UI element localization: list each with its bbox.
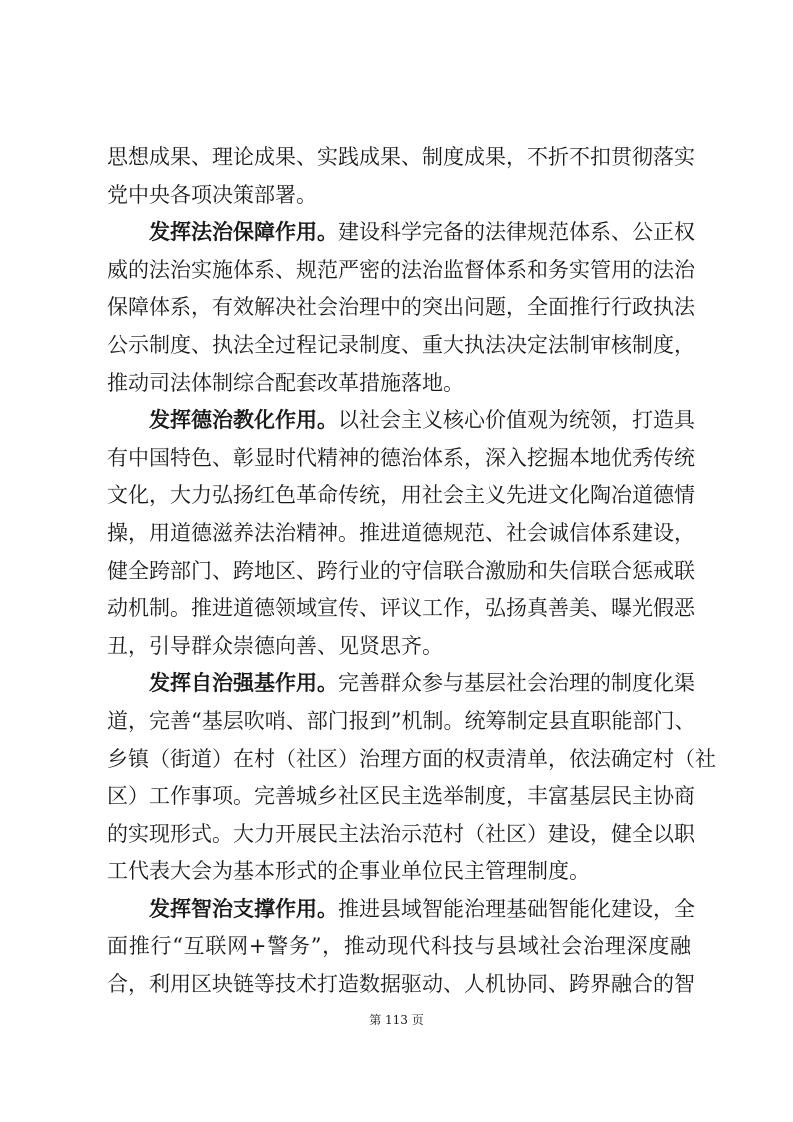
- line-text: 动机制。推进道德领域宣传、评议工作，弘扬真善美、曝光假恶: [107, 596, 695, 621]
- line-text: 丑，引导群众崇德向善、见贤思齐。: [107, 633, 443, 658]
- text-line: [107, 402, 695, 440]
- paragraph-heading: 发挥法治保障作用。: [149, 220, 338, 245]
- paragraph: [107, 402, 695, 665]
- text-line: [107, 515, 695, 553]
- text-line: [107, 966, 695, 1004]
- page-number: 第 113 页: [369, 1013, 424, 1027]
- text-line: [107, 289, 695, 327]
- line-text: 乡镇（街道）在村（社区）治理方面的权责清单，依法确定村（社: [107, 746, 716, 771]
- line-text: 合，利用区块链等技术打造数据驱动、人机协同、跨界融合的智: [107, 972, 695, 997]
- text-line: [107, 214, 695, 252]
- paragraph: [107, 139, 695, 214]
- paragraph-heading: 发挥自治强基作用。: [149, 671, 338, 696]
- text-line: [107, 327, 695, 365]
- text-line: [107, 853, 691, 891]
- text-line: [107, 628, 691, 666]
- paragraph: [107, 214, 695, 402]
- line-text: 道，完善“基层吹哨、部门报到”机制。统筹制定县直职能部门、: [107, 708, 696, 733]
- text-line: [107, 553, 695, 591]
- line-text: 公示制度、执法全过程记录制度、重大执法决定法制审核制度，: [107, 332, 695, 357]
- text-line: [107, 252, 695, 290]
- text-line: [107, 440, 695, 478]
- text-line: [107, 365, 691, 403]
- line-text: 完善群众参与基层社会治理的制度化渠: [338, 671, 695, 696]
- line-text: 威的法治实施体系、规范严密的法治监督体系和务实管用的法治: [107, 257, 695, 282]
- text-line: [107, 816, 695, 854]
- text-line: [107, 703, 696, 741]
- line-text: 建设科学完备的法律规范体系、公正权: [338, 220, 695, 245]
- text-line: [107, 741, 716, 779]
- line-text: 操，用道德滋养法治精神。推进道德规范、社会诚信体系建设，: [107, 520, 695, 545]
- paragraph-heading: 发挥智治支撑作用。: [149, 896, 338, 921]
- line-text: 思想成果、理论成果、实践成果、制度成果，不折不扣贯彻落实: [107, 145, 695, 169]
- paragraph-heading: 发挥德治教化作用。: [149, 408, 338, 433]
- line-text: 党中央各项决策部署。: [107, 182, 317, 207]
- paragraph: [107, 665, 716, 891]
- line-text: 推进县域智能治理基础智能化建设，全: [338, 896, 695, 921]
- line-text: 面推行“互联网+警务”，推动现代科技与县域社会治理深度融: [107, 934, 691, 959]
- text-line: [107, 477, 695, 515]
- line-text: 以社会主义核心价值观为统领，打造具: [338, 408, 695, 433]
- document-body: [107, 139, 716, 1004]
- paragraph: [107, 891, 695, 1004]
- text-line: [107, 665, 695, 703]
- line-text: 的实现形式。大力开展民主法治示范村（社区）建设，健全以职: [107, 821, 695, 846]
- text-line: [107, 778, 695, 816]
- text-line: [107, 928, 691, 966]
- text-line: [107, 891, 695, 929]
- text-line: [107, 590, 695, 628]
- line-text: 健全跨部门、跨地区、跨行业的守信联合激励和失信联合惩戒联: [107, 558, 695, 583]
- text-line: [107, 177, 691, 215]
- line-text: 区）工作事项。完善城乡社区民主选举制度，丰富基层民主协商: [107, 784, 695, 809]
- line-text: 推动司法体制综合配套改革措施落地。: [107, 370, 464, 395]
- line-text: 有中国特色、彰显时代精神的德治体系，深入挖掘本地优秀传统: [107, 445, 695, 470]
- line-text: 文化，大力弘扬红色革命传统，用社会主义先进文化陶冶道德情: [107, 483, 695, 508]
- line-text: 保障体系，有效解决社会治理中的突出问题，全面推行行政执法: [107, 295, 695, 320]
- line-text: 工代表大会为基本形式的企事业单位民主管理制度。: [107, 859, 590, 884]
- text-line: [107, 139, 695, 177]
